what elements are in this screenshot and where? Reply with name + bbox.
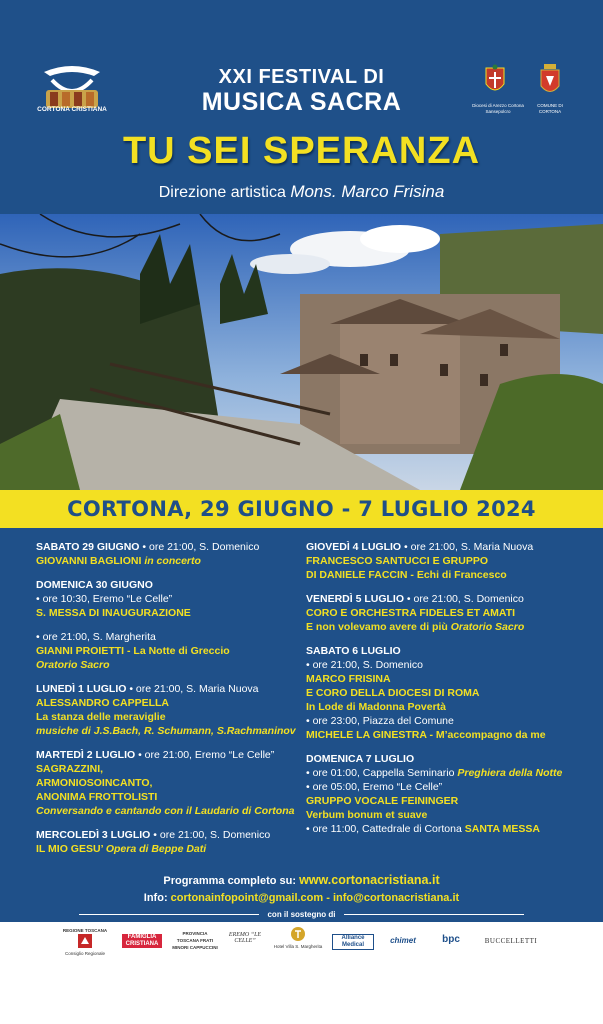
hermitage-photo — [0, 214, 603, 490]
event-30-giugno-messa: DOMENICA 30 GIUGNO • ore 10:30, Eremo “Le Celle” S. MESSA DI INAUGURAZIONE — [36, 579, 191, 619]
sponsor-villa-margherita: Hotel Villa S. Margherita — [272, 926, 324, 949]
header — [0, 0, 603, 214]
event-30-giugno-proietti: • ore 21:00, S. Margherita GIANNI PROIETTI - La Notte di Greccio Oratorio Sacro — [36, 631, 230, 671]
director-name: Mons. Marco Frisina — [290, 182, 445, 201]
sponsor-chimet: chimet — [390, 936, 416, 945]
regione-toscana-icon — [77, 933, 93, 949]
event-5-luglio: VENERDÌ 5 LUGLIO • ore 21:00, S. Domenico CORO E ORCHESTRA FIDELES ET AMATI E non volevamo avere di più Oratorio Sacro — [306, 593, 525, 633]
sponsors-strip — [0, 922, 603, 1024]
villa-margherita-icon — [290, 926, 306, 942]
event-3-luglio: MERCOLEDÌ 3 LUGLIO • ore 21:00, S. Domenico IL MIO GESU’ Opera di Beppe Dati — [36, 829, 271, 855]
sponsor-eremo-le-celle: EREMO “LE CELLE” — [228, 932, 262, 944]
artistic-direction: Direzione artistica Mons. Marco Frisina — [158, 182, 445, 201]
logo-left-caption: CORTONA CRISTIANA — [37, 106, 107, 113]
sponsor-alliance-medical: Alliance Medical — [332, 934, 374, 950]
sponsor-buccelletti: BUCCELLETTI — [484, 937, 538, 945]
info-emails[interactable]: cortonainfopoint@gmail.com - info@cortonacristiana.it — [170, 892, 460, 904]
event-7-luglio: DOMENICA 7 LUGLIO • ore 01:00, Cappella Seminario Preghiera della Notte • ore 05:00, Eremo “Le Celle” GRUPPO VOCALE FEININGER Verbum bonum et suave • ore 11:00, Cattedrale di Cortona SANTA MESSA — [306, 753, 563, 835]
dates-banner: CORTONA, 29 GIUGNO - 7 LUGLIO 2024 — [0, 490, 603, 528]
support-label: con il sostegno di — [0, 910, 603, 919]
festival-line2: MUSICA SACRA — [201, 88, 402, 116]
event-1-luglio: LUNEDÌ 1 LUGLIO • ore 21:00, S. Maria Nuova ALESSANDRO CAPPELLA La stanza delle meraviglie musiche di J.S.Bach, R. Schumann, S.Rachmaninov — [36, 683, 296, 737]
event-29-giugno: SABATO 29 GIUGNO • ore 21:00, S. Domenico GIOVANNI BAGLIONI in concerto — [36, 541, 260, 567]
event-2-luglio: MARTEDÌ 2 LUGLIO • ore 21:00, Eremo “Le Celle” SAGRAZZINI, ARMONIOSOINCANTO, ANONIMA FROTTOLISTI Conversando e cantando con il Laudario di Cortona — [36, 749, 295, 817]
program-link[interactable]: www.cortonacristiana.it — [299, 873, 440, 887]
festival-title: TU SEI SPERANZA — [122, 130, 481, 172]
footer-info: Programma completo su: www.cortonacristiana.it Info: cortonainfopoint@gmail.com - info@cortonacristiana.it — [143, 873, 460, 904]
diocese-caption: Diocesi di Arezzo Cortona Sansepolcro — [472, 103, 524, 114]
comune-caption: COMUNE DI CORTONA — [537, 103, 563, 114]
sponsor-bpc: bpc — [442, 934, 460, 945]
sponsor-frati-cappuccini: PROVINCIA TOSCANA FRATI MINORI CAPPUCCINI — [172, 931, 218, 950]
festival-line1: XXI FESTIVAL DI — [218, 66, 385, 88]
event-4-luglio: GIOVEDÌ 4 LUGLIO • ore 21:00, S. Maria Nuova FRANCESCO SANTUCCI E GRUPPO DI DANIELE FACCIN - Echi di Francesco — [306, 541, 534, 581]
program-right-column — [306, 540, 596, 846]
event-6-luglio: SABATO 6 LUGLIO • ore 21:00, S. Domenico MARCO FRISINA E CORO DELLA DIOCESI DI ROMA In Lode di Madonna Povertà • ore 23:00, Piazza del Comune MICHELE LA GINESTRA - M’accompagno da me — [306, 645, 546, 741]
program-left-column — [36, 540, 298, 866]
sponsor-famiglia-cristiana: FAMIGLIA CRISTIANA — [122, 934, 162, 948]
sponsor-regione-toscana: REGIONE TOSCANA Consiglio Regionale — [62, 928, 108, 956]
